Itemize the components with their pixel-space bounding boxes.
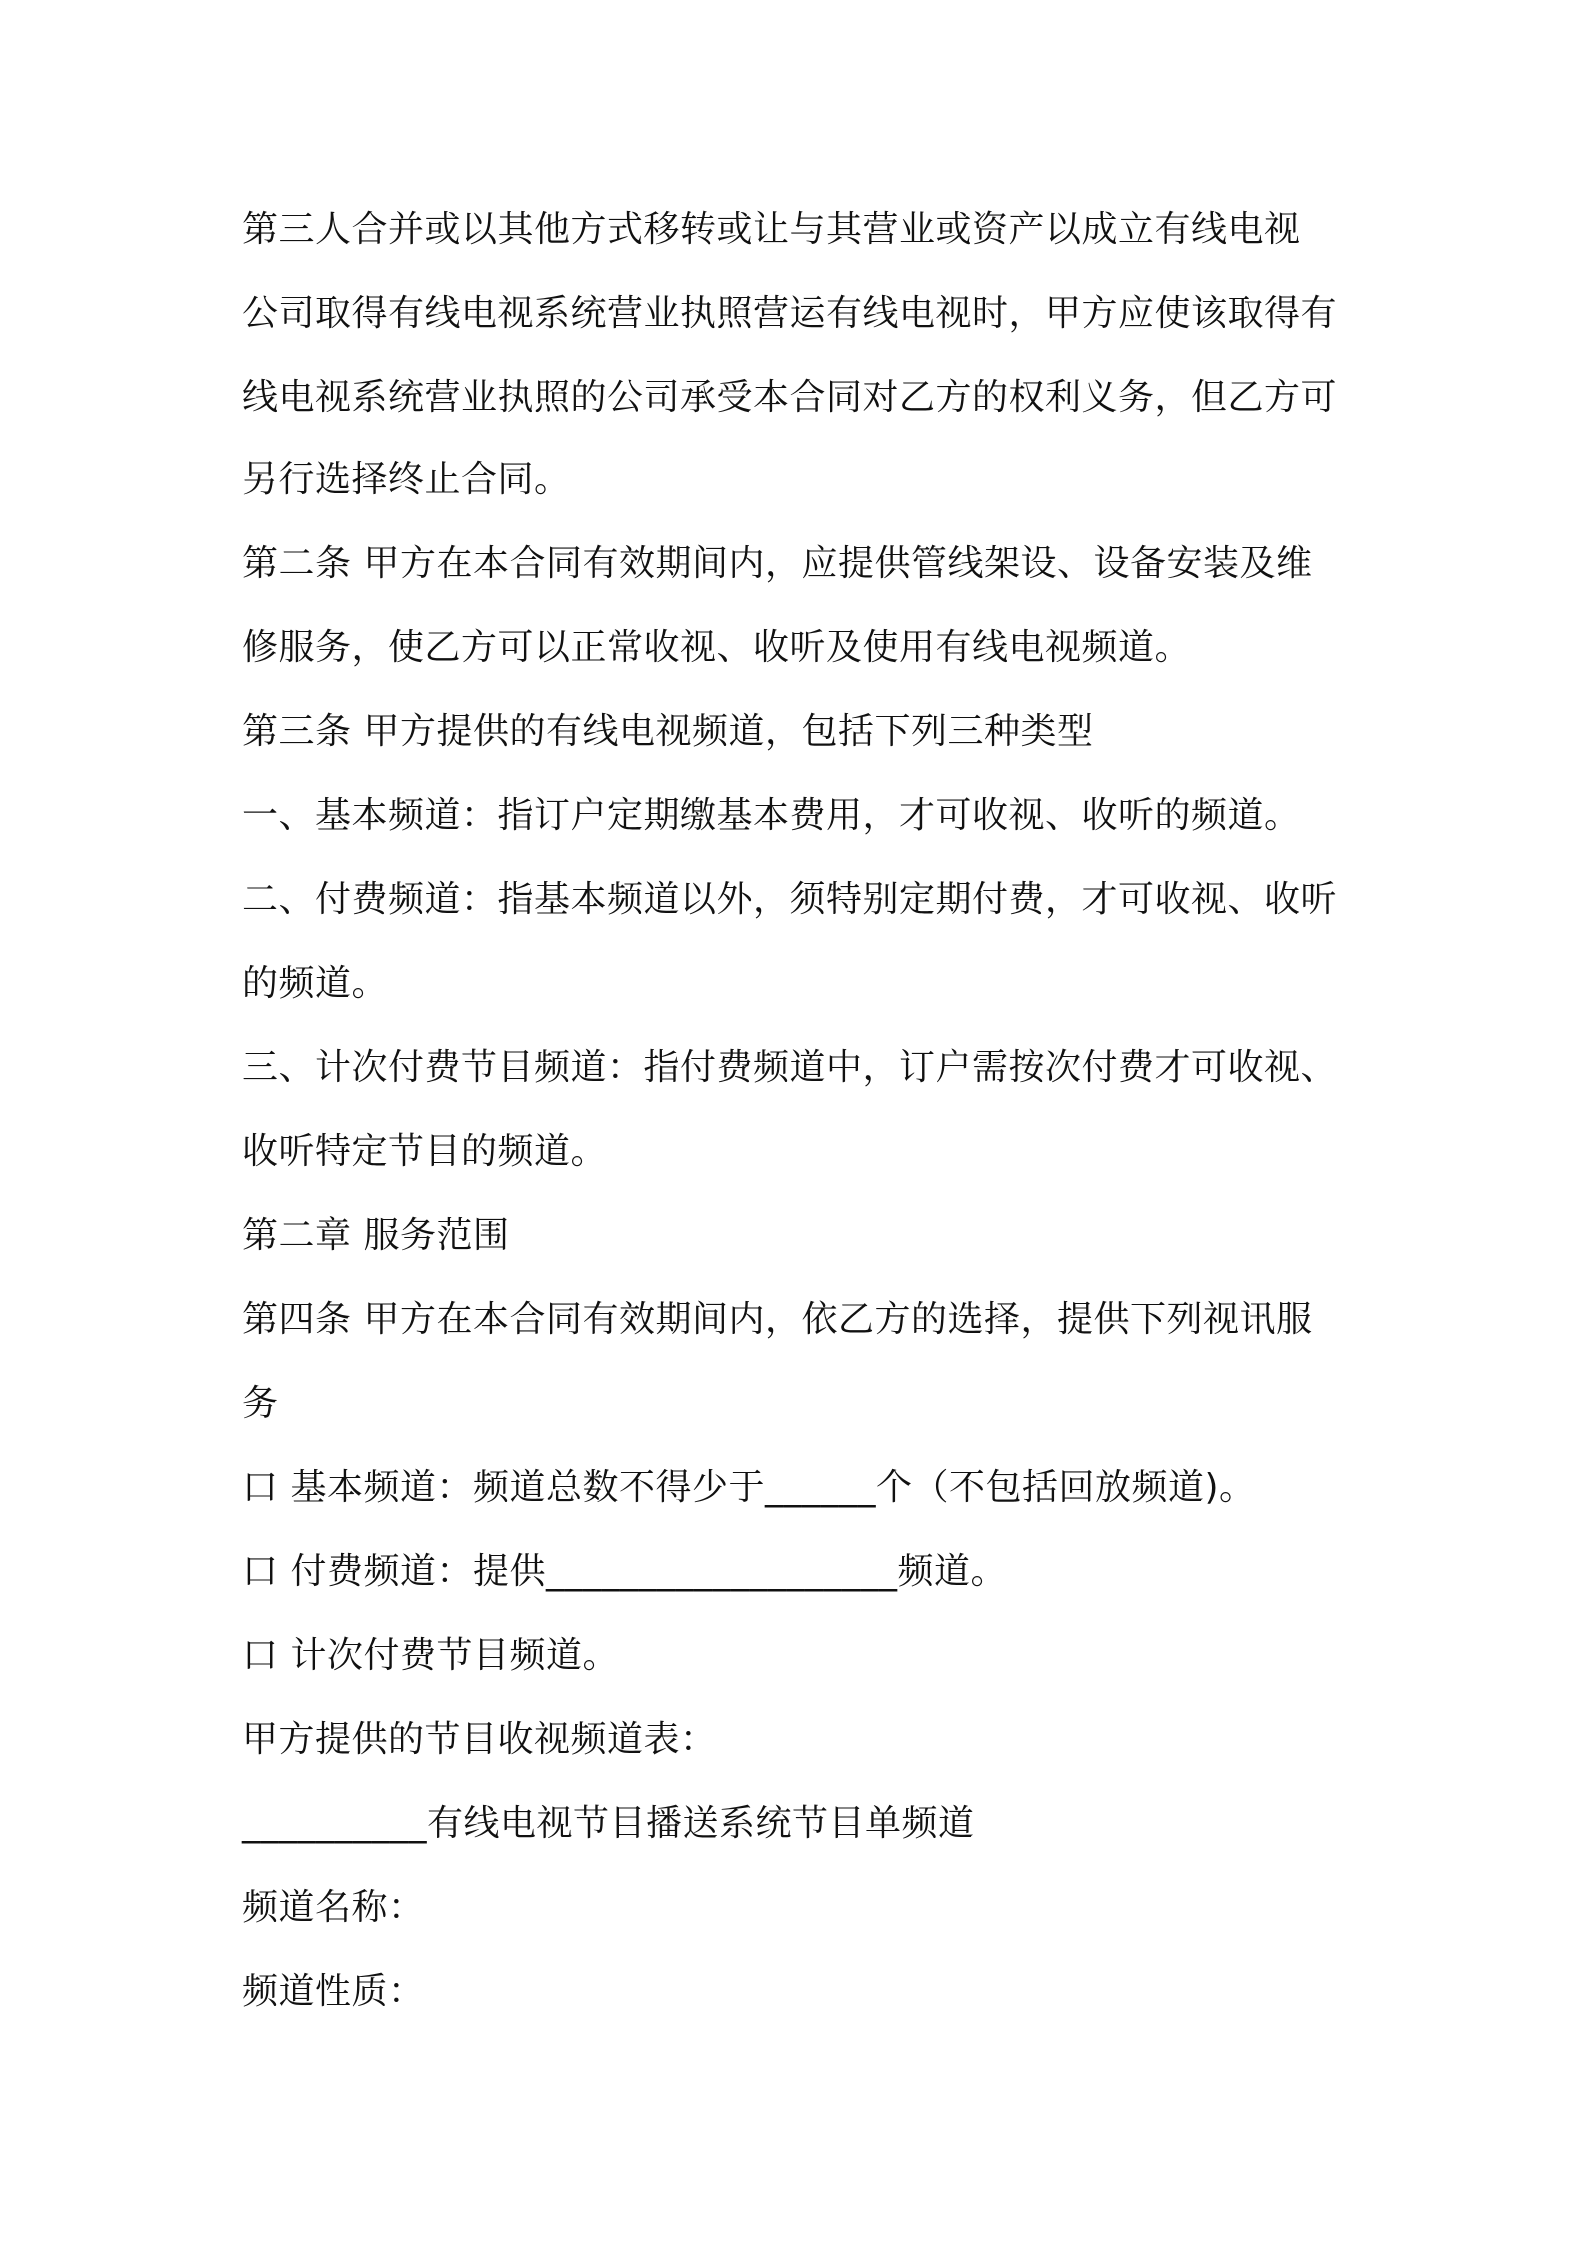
chapter-heading: 第二章 服务范围 [242, 1215, 510, 1256]
checkbox-option-basic: 口 基本频道：频道总数不得少于______个（不包括回放频道)。 [242, 1467, 1256, 1508]
channel-name-field: 频道名称： [242, 1887, 425, 1928]
checkbox-option-ppv: 口 计次付费节目频道。 [242, 1635, 619, 1676]
list-item-ppv-channel: 收听特定节目的频道。 [242, 1131, 608, 1172]
article-2-line: 第二条 甲方在本合同有效期间内，应提供管线架设、设备安装及维 [242, 543, 1313, 584]
article-4-line: 第四条 甲方在本合同有效期间内，依乙方的选择，提供下列视讯服 [242, 1299, 1313, 1340]
paragraph-line: 另行选择终止合同。 [242, 459, 571, 500]
list-item-paid-channel: 二、付费频道：指基本频道以外，须特别定期付费，才可收视、收听 [242, 879, 1338, 920]
list-item-basic-channel: 一、基本频道：指订户定期缴基本费用，才可收视、收听的频道。 [242, 795, 1301, 836]
list-item-ppv-channel: 三、计次付费节目频道：指付费频道中，订户需按次付费才可收视、 [242, 1047, 1338, 1088]
paragraph-line: 线电视系统营业执照的公司承受本合同对乙方的权利义务，但乙方可 [242, 377, 1338, 418]
article-2-line: 修服务，使乙方可以正常收视、收听及使用有线电视频道。 [242, 627, 1192, 668]
channel-list-title: __________有线电视节目播送系统节目单频道 [242, 1803, 975, 1844]
checkbox-option-paid: 口 付费频道：提供___________________频道。 [242, 1551, 1007, 1592]
list-item-paid-channel: 的频道。 [242, 963, 389, 1004]
paragraph-line: 公司取得有线电视系统营业执照营运有线电视时，甲方应使该取得有 [242, 293, 1338, 334]
article-4-line: 务 [242, 1383, 279, 1424]
article-3-line: 第三条 甲方提供的有线电视频道，包括下列三种类型 [242, 711, 1094, 752]
channel-table-heading: 甲方提供的节目收视频道表： [242, 1719, 717, 1760]
channel-nature-field: 频道性质： [242, 1971, 425, 2012]
paragraph-line: 第三人合并或以其他方式移转或让与其营业或资产以成立有线电视 [242, 209, 1301, 250]
